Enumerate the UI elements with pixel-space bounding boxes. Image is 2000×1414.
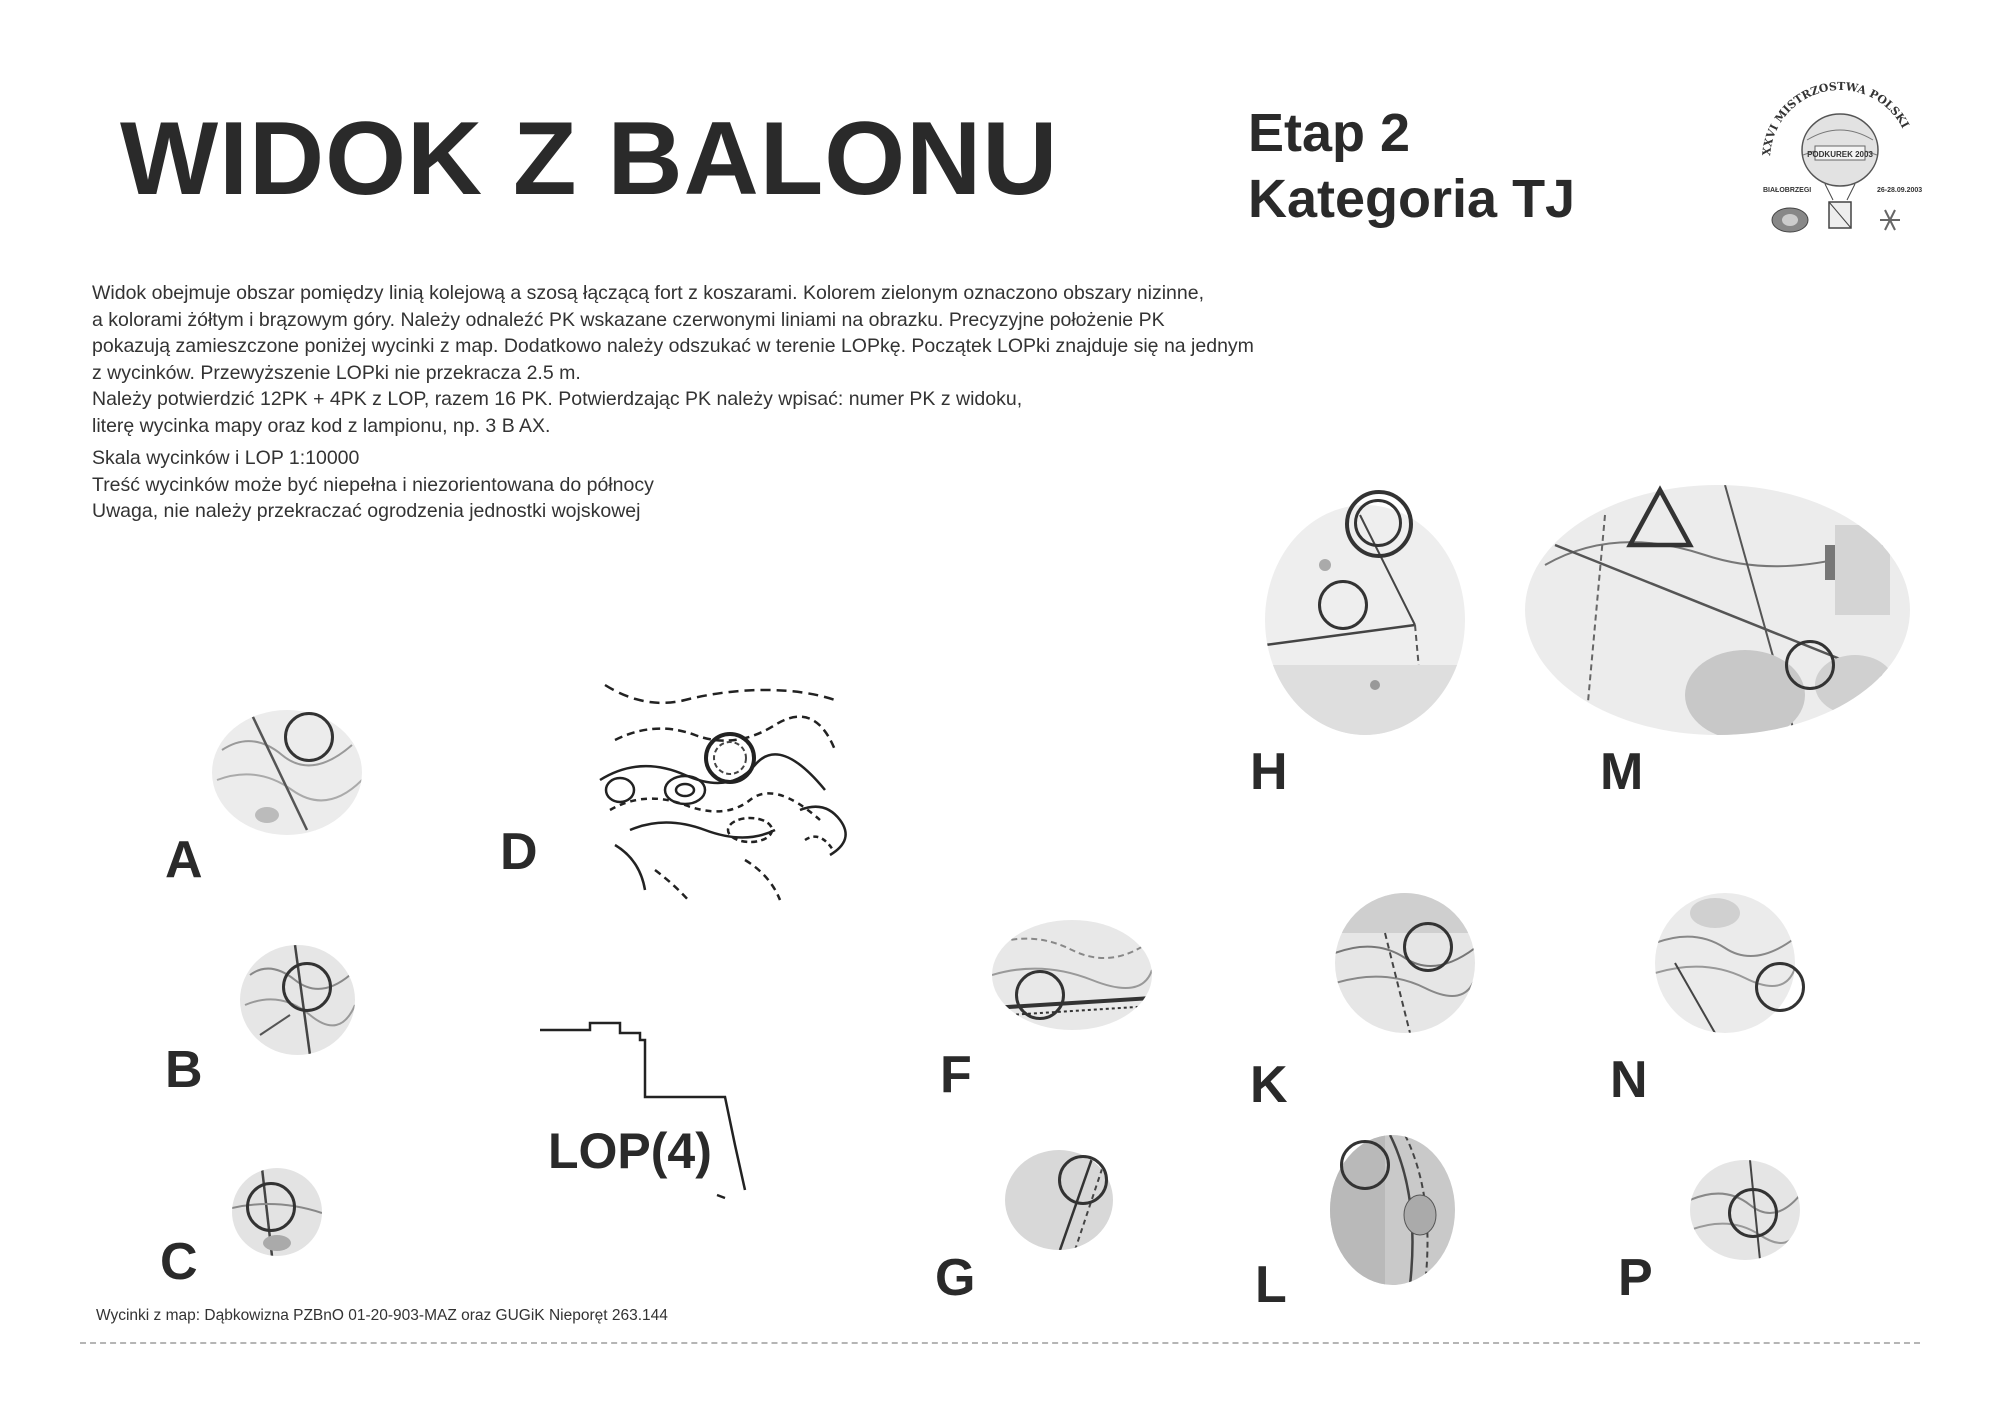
logo-center-text: PODKUREK 2003 (1807, 150, 1873, 159)
instruction-line: pokazują zamieszczone poniżej wycinki z map. Dodatkowo należy odszukać w terenie LOPkę. Początek LOPki znajduje się na jednym (92, 335, 1254, 357)
map-clip-k (1335, 893, 1475, 1033)
clip-label-n: N (1610, 1051, 1648, 1109)
control-circle-f (1015, 970, 1065, 1020)
control-circle-g (1058, 1155, 1108, 1205)
stage-block (1248, 100, 1575, 232)
control-circle-l (1340, 1140, 1390, 1190)
logo-arc-text: XXVI MISTRZOSTWA POLSKI (1760, 80, 1912, 157)
control-double-circle-h-inner (1354, 499, 1402, 547)
clip-label-m: M (1600, 743, 1644, 801)
clip-label-k: K (1250, 1056, 1288, 1114)
instruction-line: Widok obejmuje obszar pomiędzy linią kolejową a szosą łączącą fort z koszarami. Kolorem zielonym oznaczono obszary nizinne, (92, 282, 1205, 304)
note-orientation: Treść wycinków może być niepełna i niezorientowana do północy (92, 473, 654, 496)
event-logo (1745, 80, 1935, 260)
instruction-line: Należy potwierdzić 12PK + 4PK z LOP, razem 16 PK. Potwierdzając PK należy wpisać: numer PK z widoku, (92, 388, 1023, 410)
map-clip-d (585, 680, 855, 910)
cut-line (80, 1342, 1920, 1344)
logo-right-emblem (1880, 210, 1900, 230)
control-circle-c (246, 1182, 296, 1232)
note-warning: Uwaga, nie należy przekraczać ogrodzenia jednostki wojskowej (92, 500, 641, 522)
control-circle-p (1728, 1188, 1778, 1238)
control-circle-a (284, 712, 334, 762)
control-circle-b (282, 962, 332, 1012)
note-scale: Skala wycinków i LOP 1:10000 (92, 447, 360, 469)
lop-label: LOP(4) (548, 1123, 712, 1179)
clip-label-l: L (1255, 1256, 1287, 1314)
instruction-line: z wycinków. Przewyższenie LOPki nie przekracza 2.5 m. (92, 361, 581, 384)
instruction-line: a kolorami żółtym i brązowym góry. Należy odnaleźć PK wskazane czerwonymi liniami na obrazku. Precyzyjne położenie PK (92, 308, 1165, 331)
map-clip-m (1525, 485, 1910, 735)
category-label: Kategoria TJ (1248, 169, 1576, 229)
clip-label-b: B (165, 1041, 203, 1099)
page-title: WIDOK Z BALONU (120, 101, 1059, 217)
instructions (92, 280, 1492, 525)
logo-place: BIAŁOBRZEGI (1763, 187, 1812, 194)
clip-label-c: C (160, 1233, 198, 1291)
clip-label-g: G (935, 1249, 976, 1307)
map-clip-f (992, 920, 1152, 1030)
stage-label: Etap 2 (1248, 103, 1411, 163)
logo-dates: 26-28.09.2003 (1877, 187, 1923, 194)
map-source-note: Wycinki z map: Dąbkowizna PZBnO 01-20-903-MAZ oraz GUGiK Nieporęt 263.144 (96, 1307, 668, 1324)
control-circle-h (1318, 580, 1368, 630)
clip-label-f: F (940, 1046, 972, 1104)
control-circle-m (1785, 640, 1835, 690)
control-circle-k (1403, 922, 1453, 972)
instruction-line: literę wycinka mapy oraz kod z lampionu, np. 3 B AX. (92, 414, 551, 437)
clip-label-p: P (1618, 1249, 1653, 1307)
start-triangle (1625, 485, 1695, 550)
clip-label-h: H (1250, 743, 1288, 801)
control-circle-n (1755, 962, 1805, 1012)
clip-label-a: A (165, 831, 203, 889)
clip-label-d: D (500, 823, 538, 881)
